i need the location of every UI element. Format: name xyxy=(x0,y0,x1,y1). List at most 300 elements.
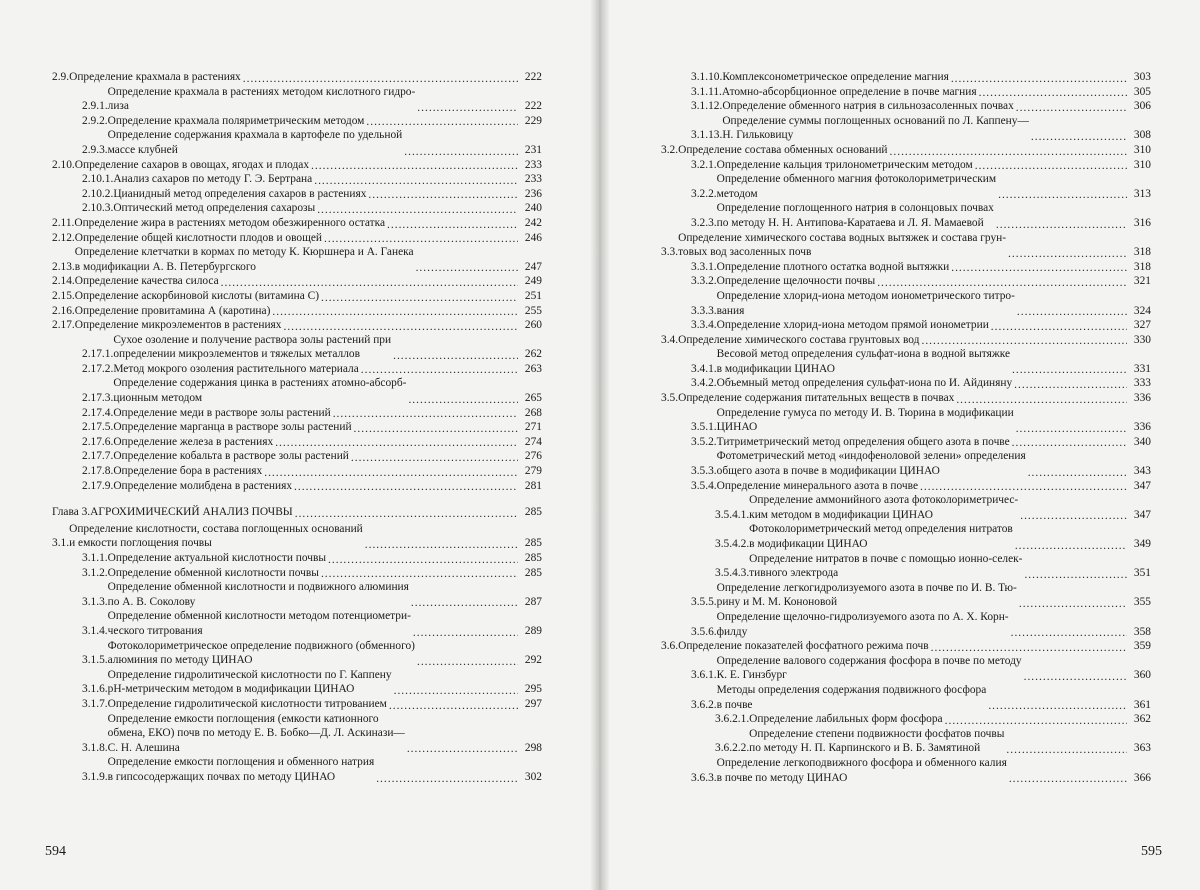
section-page-number: 310 xyxy=(1133,158,1151,171)
dot-leader xyxy=(416,264,518,272)
section-number: 2.9.1. xyxy=(82,100,108,113)
dot-leader xyxy=(333,410,518,418)
dot-leader xyxy=(376,775,518,783)
section-page-number: 222 xyxy=(524,71,542,83)
section-title: Определение кислотности, состава поглощенных оснований и емкости поглощения почвы xyxy=(69,522,363,550)
section-page-number: 316 xyxy=(1133,216,1151,229)
toc-entry xyxy=(52,245,542,274)
section-title: АГРОХИМИЧЕСКИЙ АНАЛИЗ ПОЧВЫ xyxy=(90,506,293,519)
toc-entry xyxy=(661,449,1151,478)
dot-leader xyxy=(1016,425,1127,433)
section-page-number: 297 xyxy=(524,697,542,710)
section-number: 3.5.4.2. xyxy=(715,538,750,550)
section-page-number: 366 xyxy=(1133,771,1151,784)
toc-entry xyxy=(661,654,1151,683)
section-page-number: 324 xyxy=(1133,304,1151,317)
section-page-number: 359 xyxy=(1133,640,1151,653)
dot-leader xyxy=(324,235,518,243)
section-number: 3.4.1. xyxy=(691,362,717,375)
section-number: 2.9.2. xyxy=(82,114,108,127)
dot-leader xyxy=(979,89,1127,97)
dot-leader xyxy=(354,425,518,433)
dot-leader xyxy=(361,366,518,374)
section-number: 3.1.4. xyxy=(82,624,108,637)
toc-entry xyxy=(661,493,1151,522)
section-number: 3.3.2. xyxy=(691,275,717,288)
section-title: Титриметрический метод определения общего азота в почве xyxy=(716,435,1010,448)
section-title: Определение состава обменных оснований xyxy=(678,143,888,156)
section-title: Определение гидролитической кислотности титрованием xyxy=(107,697,387,710)
toc-entry xyxy=(52,522,542,551)
section-page-number: 308 xyxy=(1133,129,1151,142)
section-title: Определение обменной кислотности почвы xyxy=(107,566,319,579)
dot-leader xyxy=(407,745,518,753)
toc-entry xyxy=(661,201,1151,230)
dot-leader xyxy=(314,177,518,185)
toc-entry xyxy=(661,289,1151,318)
toc-entry xyxy=(52,755,542,784)
toc-entry xyxy=(661,610,1151,639)
dot-leader xyxy=(275,439,518,447)
section-page-number: 281 xyxy=(524,479,542,492)
section-number: 3.2. xyxy=(661,143,679,156)
section-title: Определение поглощенного натрия в солонцовых почвах по методу Н. Н. Антипова-Каратаева и Л. Я. Мамаевой xyxy=(716,202,994,229)
section-title: Определение химического состава грунтовых вод xyxy=(678,333,920,346)
dot-leader xyxy=(417,104,518,112)
section-title: Сухое озоление и получение раствора золы растений при определении микроэлементов и тяжелых металлов xyxy=(113,333,392,361)
dot-leader xyxy=(988,702,1127,710)
section-number: 3.5. xyxy=(661,392,679,405)
section-title: Определение содержания питательных веществ в почвах xyxy=(678,392,955,405)
toc-entry xyxy=(52,435,542,450)
toc-entry xyxy=(52,289,542,304)
section-page-number: 303 xyxy=(1133,71,1151,83)
section-number: 2.11. xyxy=(52,216,75,229)
dot-leader xyxy=(272,308,518,316)
section-number: 2.17.6. xyxy=(82,435,114,448)
toc-entry xyxy=(661,333,1151,348)
dot-leader xyxy=(1024,571,1127,579)
dot-leader xyxy=(1012,366,1127,374)
section-number: 3.6.2.2. xyxy=(715,742,750,755)
dot-leader xyxy=(394,687,518,695)
toc-entry xyxy=(661,683,1151,712)
section-number: 3.5.2. xyxy=(691,435,717,448)
section-title: Определение лабильных форм фосфора xyxy=(749,713,943,726)
toc-entry xyxy=(52,172,542,187)
toc-entry xyxy=(661,376,1151,391)
section-number: 2.17.2. xyxy=(82,362,114,375)
section-number: 3.5.4. xyxy=(691,479,717,492)
section-number: 2.13. xyxy=(52,260,75,273)
toc-entry xyxy=(661,712,1151,727)
dot-leader xyxy=(1016,104,1127,112)
toc-entry xyxy=(52,85,542,114)
section-number: 2.17.3. xyxy=(82,392,114,405)
section-page-number: 268 xyxy=(524,406,542,419)
section-number: 3.5.5. xyxy=(691,596,717,609)
section-page-number: 351 xyxy=(1133,567,1151,580)
section-number: 3.5.3. xyxy=(691,465,717,478)
section-title: Фотоколориметрическое определение подвижного (обменного) алюминия по методу ЦИНАО xyxy=(107,639,415,667)
section-number: 2.17. xyxy=(52,319,75,332)
toc-entry xyxy=(52,639,542,668)
section-page-number: 333 xyxy=(1133,377,1151,390)
section-number: 2.14. xyxy=(52,275,75,288)
toc-entry xyxy=(52,580,542,609)
section-number: 2.16. xyxy=(52,304,75,317)
toc-entry xyxy=(52,551,542,566)
section-page-number: 233 xyxy=(524,173,542,186)
toc-entry xyxy=(661,231,1151,260)
section-title: Определение легкоподвижного фосфора и обменного калия в почве по методу ЦИНАО xyxy=(716,756,1007,784)
section-number: 3.1.5. xyxy=(82,654,108,667)
toc-entry xyxy=(661,347,1151,376)
toc-entry xyxy=(52,114,542,129)
toc-entry xyxy=(52,304,542,319)
section-number: 3.3.3. xyxy=(691,304,717,317)
toc-entry xyxy=(52,464,542,479)
toc-entry xyxy=(661,158,1151,173)
dot-leader xyxy=(321,294,518,302)
section-page-number: 276 xyxy=(524,450,542,463)
section-number: 2.17.1. xyxy=(82,348,114,361)
section-title: Определение обменного натрия в сильнозасоленных почвах xyxy=(722,100,1014,113)
section-page-number: 347 xyxy=(1133,508,1151,521)
section-page-number: 285 xyxy=(524,552,542,564)
dot-leader xyxy=(365,541,518,549)
dot-leader xyxy=(321,570,518,578)
section-number: 3.1.12. xyxy=(691,100,723,113)
toc-entry xyxy=(661,522,1151,551)
section-page-number: 231 xyxy=(524,143,542,156)
section-number: 3.5.4.3. xyxy=(715,567,750,580)
section-title: Определение меди в растворе золы растений xyxy=(113,406,331,419)
toc-entry xyxy=(661,70,1151,85)
section-title: Определение аскорбиновой кислоты (витамина С) xyxy=(74,289,319,302)
section-page-number: 249 xyxy=(524,275,542,288)
section-title: Определение емкости поглощения и обменного натрия в гипсосодержащих почвах по методу ЦИНАО xyxy=(107,756,375,783)
section-title: Определение аммонийного азота фотоколориметричес- ким методом в модификации ЦИНАО xyxy=(749,494,1019,521)
section-page-number: 336 xyxy=(1133,421,1151,434)
dot-leader xyxy=(996,221,1127,229)
toc-entry xyxy=(661,172,1151,201)
section-page-number: 355 xyxy=(1133,596,1151,609)
dot-leader xyxy=(1031,133,1127,141)
section-number: 3.1.2. xyxy=(82,566,108,579)
toc-entry xyxy=(52,333,542,362)
section-page-number: 362 xyxy=(1133,713,1151,726)
section-title: Определение клетчатки в кормах по методу К. Кюршнера и А. Ганека в модификации А. В. Петербургского xyxy=(74,246,414,273)
dot-leader xyxy=(417,658,518,666)
section-number: 3.6. xyxy=(661,640,679,653)
toc-entry xyxy=(52,231,542,246)
section-page-number: 251 xyxy=(524,289,542,302)
section-page-number: 306 xyxy=(1133,100,1151,113)
section-title: Определение щелочности почвы xyxy=(716,275,876,288)
section-title: Весовой метод определения сульфат-иона в водной вытяжке в модификации ЦИНАО xyxy=(716,348,1011,375)
right-page xyxy=(603,0,1200,890)
section-page-number: 358 xyxy=(1133,625,1151,638)
toc-entry xyxy=(52,609,542,638)
toc-entry xyxy=(661,260,1151,275)
dot-leader xyxy=(920,483,1127,491)
dot-leader xyxy=(317,206,518,214)
section-title: Определение кальция трилонометрическим методом xyxy=(716,158,973,171)
dot-leader xyxy=(413,629,518,637)
section-page-number: 305 xyxy=(1133,85,1151,98)
section-title: Определение сахаров в овощах, ягодах и плодах xyxy=(74,158,310,171)
dot-leader xyxy=(1006,746,1127,754)
section-title: Определение обменного магния фотоколориметрическим методом xyxy=(716,173,997,200)
section-page-number: 347 xyxy=(1133,479,1151,492)
toc-entry xyxy=(661,581,1151,610)
section-page-number: 287 xyxy=(524,595,542,608)
toc-entry xyxy=(661,552,1151,581)
section-number: 3.5.1. xyxy=(691,421,717,434)
section-page-number: 263 xyxy=(524,362,542,375)
toc-entry xyxy=(52,128,542,157)
section-title: Определение суммы поглощенных оснований по Л. Каппену— Н. Гильковицу xyxy=(722,114,1029,142)
dot-leader xyxy=(1014,381,1127,389)
dot-leader xyxy=(931,644,1127,652)
section-title: Определение молибдена в растениях xyxy=(113,479,293,492)
section-number: 2.17.9. xyxy=(82,479,114,492)
section-title: Определение общей кислотности плодов и овощей xyxy=(74,231,323,244)
section-title: Определение емкости поглощения (емкости катионного обмена, ЕКО) почв по методу Е. В. Бобко—Д. Л. Аскинази— С. Н. Алешина xyxy=(107,712,405,754)
section-page-number: 298 xyxy=(524,741,542,754)
section-title: Комплексонометрическое определение магния xyxy=(722,71,949,83)
section-page-number: 331 xyxy=(1133,362,1151,375)
section-title: Фотоколориметрический метод определения нитратов в модификации ЦИНАО xyxy=(749,523,1013,550)
section-title: Определение легкогидролизуемого азота в почве по И. В. Тю- рину и М. М. Кононовой xyxy=(716,581,1017,609)
toc-entry xyxy=(661,318,1151,333)
dot-leader xyxy=(368,191,518,199)
dot-leader xyxy=(283,323,518,331)
section-page-number: 289 xyxy=(524,624,542,637)
dot-leader xyxy=(411,599,518,607)
section-page-number: 295 xyxy=(524,683,542,696)
section-title: Определение показателей фосфатного режима почв xyxy=(678,640,929,653)
dot-leader xyxy=(1020,512,1127,520)
dot-leader xyxy=(221,279,518,287)
toc-entry xyxy=(661,274,1151,289)
section-title: Определение жира в растениях методом обезжиренного остатка xyxy=(74,216,386,229)
dot-leader xyxy=(351,454,518,462)
toc-entry xyxy=(52,697,542,712)
chapter-heading xyxy=(52,505,542,520)
toc-entry xyxy=(661,479,1151,494)
section-number: 3.6.1. xyxy=(691,669,717,682)
section-page-number: 242 xyxy=(524,216,542,229)
section-page-number: 340 xyxy=(1133,435,1151,448)
section-title: Определение железа в растениях xyxy=(113,435,274,448)
toc-entry xyxy=(661,435,1151,450)
dot-leader xyxy=(1015,542,1127,550)
section-title: Определение обменной кислотности методом потенциометри- ческого титрования xyxy=(107,610,411,637)
section-title: Определение качества силоса xyxy=(74,275,219,288)
dot-leader xyxy=(1028,469,1127,477)
dot-leader xyxy=(393,352,518,360)
section-title: Определение крахмала в растениях xyxy=(69,71,241,83)
section-page-number: 318 xyxy=(1133,260,1151,273)
section-number: 3.5.6. xyxy=(691,625,717,638)
toc-entry xyxy=(661,143,1151,158)
dot-leader xyxy=(945,717,1127,725)
section-number: 2.17.5. xyxy=(82,421,114,434)
section-number: 2.9. xyxy=(52,71,70,83)
section-number: 3.6.2.1. xyxy=(715,713,750,726)
section-number: 2.17.4. xyxy=(82,406,114,419)
table-of-contents xyxy=(661,70,1151,785)
toc-entry xyxy=(52,449,542,464)
section-page-number: 236 xyxy=(524,187,542,200)
section-page-number: 274 xyxy=(524,435,542,448)
toc-entry xyxy=(52,406,542,421)
section-number: 3.2.3. xyxy=(691,216,717,229)
section-number: 3.1.6. xyxy=(82,683,108,696)
dot-leader xyxy=(1012,439,1127,447)
dot-leader xyxy=(387,221,518,229)
section-page-number: 321 xyxy=(1133,275,1151,288)
section-title: Определение актуальной кислотности почвы xyxy=(107,552,327,564)
dot-leader xyxy=(1011,629,1127,637)
toc-entry xyxy=(52,566,542,581)
section-title: Определение минерального азота в почве xyxy=(716,479,919,492)
dot-leader xyxy=(408,396,518,404)
section-number: 3.1.13. xyxy=(691,129,723,142)
toc-entry xyxy=(661,391,1151,406)
section-number: 2.17.8. xyxy=(82,465,114,478)
section-number: 3.1.8. xyxy=(82,741,108,754)
section-number: 2.10.3. xyxy=(82,202,114,215)
section-page-number: 343 xyxy=(1133,465,1151,478)
section-title: Определение валового содержания фосфора в почве по методу К. Е. Гинзбург xyxy=(716,654,1022,682)
dot-leader xyxy=(1009,775,1127,783)
section-number: 3.3.1. xyxy=(691,260,717,273)
section-page-number: 271 xyxy=(524,421,542,434)
section-title: Определение микроэлементов в растениях xyxy=(74,319,282,332)
section-page-number: 310 xyxy=(1133,143,1151,156)
section-title: Определение хлорид-иона методом ионометрического титро- вания xyxy=(716,289,1015,317)
toc-entry xyxy=(52,362,542,377)
section-number: 3.1.10. xyxy=(691,71,723,83)
section-number: 3.3.4. xyxy=(691,319,717,332)
dot-leader xyxy=(998,191,1127,199)
dot-leader xyxy=(975,162,1127,170)
section-title: Методы определения содержания подвижного фосфора в почве xyxy=(716,683,987,711)
section-title: Определение бора в растениях xyxy=(113,465,263,478)
dot-leader xyxy=(311,162,518,170)
section-number: 3.1.7. xyxy=(82,697,108,710)
section-number: 2.15. xyxy=(52,289,75,302)
section-number: 3.4. xyxy=(661,333,679,346)
page-number: 594 xyxy=(45,844,66,859)
dot-leader xyxy=(951,75,1127,83)
section-page-number: 233 xyxy=(524,158,542,171)
section-page-number: 260 xyxy=(524,319,542,332)
section-title: Определение крахмала в растениях методом кислотного гидро- лиза xyxy=(107,85,416,113)
dot-leader xyxy=(243,75,518,83)
section-title: Анализ сахаров по методу Г. Э. Бертрана xyxy=(113,173,313,186)
section-page-number: 360 xyxy=(1133,669,1151,682)
section-page-number: 327 xyxy=(1133,319,1151,332)
section-page-number: 247 xyxy=(524,260,542,273)
dot-leader xyxy=(404,148,518,156)
section-page-number: 313 xyxy=(1133,187,1151,200)
section-page-number: 361 xyxy=(1133,698,1151,711)
section-number: 2.9.3. xyxy=(82,143,108,156)
section-title: Определение марганца в растворе золы растений xyxy=(113,421,352,434)
section-page-number: 279 xyxy=(524,465,542,478)
toc-entry xyxy=(52,274,542,289)
section-title: Определение степени подвижности фосфатов почвы по методу Н. П. Карпинского и В. Б. Замятиной xyxy=(749,727,1005,755)
section-number: 2.10.2. xyxy=(82,187,114,200)
section-number: 3.4.2. xyxy=(691,377,717,390)
section-page-number: 222 xyxy=(524,100,542,113)
section-number: 2.10.1. xyxy=(82,173,114,186)
section-page-number: 285 xyxy=(524,506,542,519)
section-page-number: 240 xyxy=(524,202,542,215)
section-title: Определение плотного остатка водной вытяжки xyxy=(716,260,950,273)
section-title: Цианидный метод определения сахаров в растениях xyxy=(113,187,367,200)
section-title: Определение химического состава водных вытяжек и состава грун- товых вод засоленных почв xyxy=(678,231,1007,259)
section-number: 2.12. xyxy=(52,231,75,244)
section-page-number: 262 xyxy=(524,348,542,361)
section-page-number: 285 xyxy=(524,537,542,550)
toc-entry xyxy=(661,406,1151,435)
dot-leader xyxy=(877,279,1127,287)
toc-entry xyxy=(52,376,542,405)
section-number: Глава 3. xyxy=(52,506,91,519)
section-title: Оптический метод определения сахарозы xyxy=(113,202,316,215)
toc-entry xyxy=(52,158,542,173)
section-number: 3.1. xyxy=(52,537,70,550)
dot-leader xyxy=(890,148,1127,156)
toc-entry xyxy=(52,668,542,697)
section-page-number: 255 xyxy=(524,304,542,317)
section-number: 2.10. xyxy=(52,158,75,171)
section-number: 3.3. xyxy=(661,246,679,259)
toc-entry xyxy=(661,114,1151,143)
dot-leader xyxy=(389,702,518,710)
section-page-number: 302 xyxy=(524,770,542,783)
dot-leader xyxy=(328,556,518,564)
toc-entry xyxy=(661,727,1151,756)
toc-entry xyxy=(52,712,542,756)
section-number: 3.1.1. xyxy=(82,552,108,564)
dot-leader xyxy=(295,510,518,518)
section-number: 3.6.2. xyxy=(691,698,717,711)
dot-leader xyxy=(1024,673,1127,681)
section-page-number: 330 xyxy=(1133,333,1151,346)
section-page-number: 349 xyxy=(1133,538,1151,550)
section-page-number: 246 xyxy=(524,231,542,244)
dot-leader xyxy=(956,396,1127,404)
section-page-number: 285 xyxy=(524,566,542,579)
section-title: Определение гидролитической кислотности по Г. Каппену рН-метрическим методом в модификации ЦИНАО xyxy=(107,668,392,696)
toc-entry xyxy=(661,85,1151,100)
section-page-number: 292 xyxy=(524,654,542,667)
dot-leader xyxy=(921,337,1127,345)
toc-entry xyxy=(661,756,1151,785)
section-title: Определение крахмала поляриметрическим методом xyxy=(107,114,365,127)
section-page-number: 336 xyxy=(1133,392,1151,405)
section-title: Определение хлорид-иона методом прямой ионометрии xyxy=(716,319,989,332)
section-number: 3.2.2. xyxy=(691,187,717,200)
section-number: 2.17.7. xyxy=(82,450,114,463)
section-title: Атомно-абсорбционное определение в почве магния xyxy=(721,85,977,98)
